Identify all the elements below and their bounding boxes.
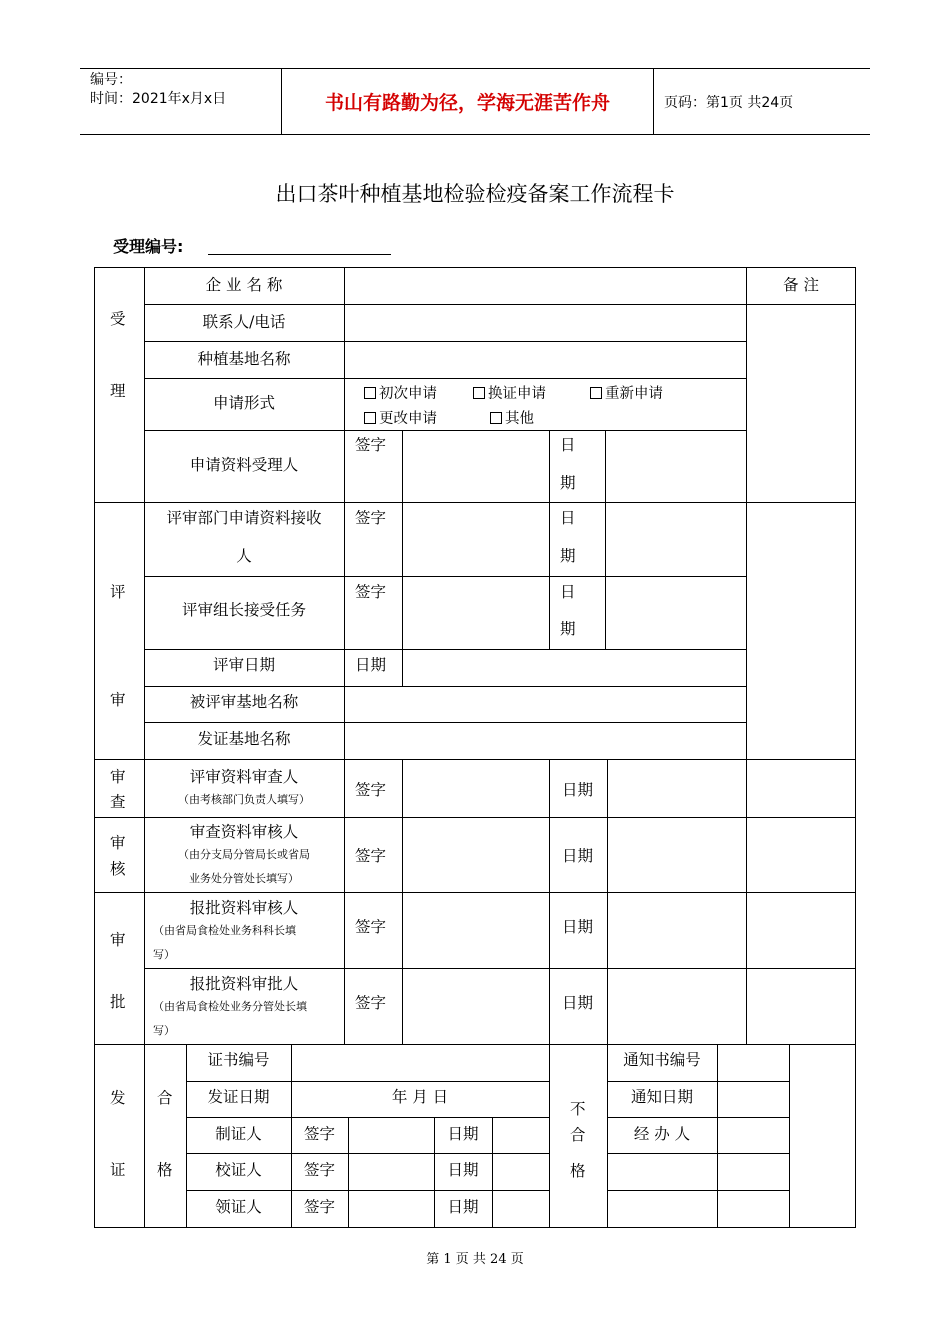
section-review-2: 审 xyxy=(110,691,126,709)
audit-sign-field[interactable] xyxy=(403,818,549,892)
unqualified-label-3: 格 xyxy=(570,1162,586,1180)
approve-person-label: 报批资料审批人 xyxy=(189,975,299,993)
checkbox-icon xyxy=(364,387,376,399)
checker-date-label: 日期 xyxy=(447,1161,479,1179)
option-change-apply[interactable]: 更改申请 xyxy=(364,410,437,428)
notice-date-field[interactable] xyxy=(718,1082,789,1117)
cert-base-label: 发证基地名称 xyxy=(197,730,291,748)
audit-note-1: （由分支局分管局长或省局 xyxy=(178,848,310,861)
review-leader-date-label-2: 期 xyxy=(560,620,576,638)
notice-no-field[interactable] xyxy=(718,1045,789,1081)
contact-label: 联系人/电话 xyxy=(202,313,286,331)
approve-review-sign-field[interactable] xyxy=(403,893,549,968)
maker-date-field[interactable] xyxy=(493,1118,549,1153)
option-reapply[interactable]: 重新申请 xyxy=(590,385,663,403)
approve-sign-field[interactable] xyxy=(403,969,549,1044)
reviewed-base-field[interactable] xyxy=(345,687,746,722)
approve-review-label: 报批资料审核人 xyxy=(189,899,299,917)
check-person-label: 评审资料审查人 xyxy=(189,768,299,786)
review-dept-label-1: 评审部门申请资料接收 xyxy=(166,509,322,527)
acceptance-number-field[interactable] xyxy=(208,254,391,255)
handler-label: 经 办 人 xyxy=(633,1125,691,1143)
cert-no-field[interactable] xyxy=(292,1045,549,1081)
check-person-note: （由考核部门负责人填写） xyxy=(178,793,310,806)
maker-sign-label: 签字 xyxy=(303,1125,335,1143)
review-date-label: 评审日期 xyxy=(212,656,275,674)
checker-sign-label: 签字 xyxy=(303,1161,335,1179)
section-check-2: 查 xyxy=(110,793,126,811)
review-date-field[interactable] xyxy=(403,650,746,686)
approve-note-1: （由省局食检处业务分管处长填 xyxy=(153,1000,307,1013)
approve-review-date-label: 日期 xyxy=(562,918,594,936)
page-header xyxy=(80,68,870,135)
unqualified-label-2: 合 xyxy=(570,1126,586,1144)
audit-date-field[interactable] xyxy=(608,818,746,892)
review-leader-sign-field[interactable] xyxy=(403,577,549,649)
receiver-date-field[interactable] xyxy=(606,431,746,502)
section-accept-2: 理 xyxy=(110,382,126,400)
apply-form-label: 申请形式 xyxy=(212,394,275,412)
section-approve-1: 审 xyxy=(110,931,126,949)
checkbox-icon xyxy=(490,412,502,424)
header-meta xyxy=(80,69,282,134)
review-dept-label-2: 人 xyxy=(236,547,252,565)
review-dept-date-field[interactable] xyxy=(606,503,746,576)
approve-sign-label: 签字 xyxy=(355,994,387,1012)
review-leader-date-label-1: 日 xyxy=(560,583,576,601)
approve-review-sign-label: 签字 xyxy=(355,918,387,936)
section-check-1: 审 xyxy=(110,768,126,786)
checkbox-icon xyxy=(364,412,376,424)
review-leader-sign-label: 签字 xyxy=(355,583,387,601)
option-other[interactable]: 其他 xyxy=(490,410,534,428)
reviewed-base-label: 被评审基地名称 xyxy=(189,693,299,711)
issue-date-label: 发证日期 xyxy=(207,1088,270,1106)
receiver-sign-field[interactable] xyxy=(403,431,549,502)
receiver-sign-label: 签字 xyxy=(355,436,387,454)
review-leader-label: 评审组长接受任务 xyxy=(181,601,306,619)
checkbox-icon xyxy=(590,387,602,399)
cert-receiver-sign-field[interactable] xyxy=(349,1191,434,1228)
check-sign-label: 签字 xyxy=(355,781,387,799)
issue-date-ymd[interactable]: 年 月 日 xyxy=(391,1088,449,1106)
audit-note-2: 业务处分管处长填写） xyxy=(189,872,299,885)
section-issue-2: 证 xyxy=(110,1161,126,1179)
time-label: 时间：2021年x月x日 xyxy=(90,91,227,107)
document-title: 出口茶叶种植基地检验检疫备案工作流程卡 xyxy=(275,182,675,206)
review-date-sub-label: 日期 xyxy=(355,656,387,674)
base-name-label: 种植基地名称 xyxy=(197,350,291,368)
cert-receiver-date-label: 日期 xyxy=(447,1198,479,1216)
contact-field[interactable] xyxy=(345,305,746,341)
approve-review-note-1: （由省局食检处业务科科长填 xyxy=(153,924,296,937)
unqualified-label-1: 不 xyxy=(570,1100,586,1118)
option-first-apply[interactable]: 初次申请 xyxy=(364,385,437,403)
cert-base-field[interactable] xyxy=(345,723,746,759)
section-audit-1: 审 xyxy=(110,834,126,852)
audit-person-label: 审查资料审核人 xyxy=(189,823,299,841)
receiver-label: 申请资料受理人 xyxy=(189,456,299,474)
remark-header: 备 注 xyxy=(783,276,819,294)
base-name-field[interactable] xyxy=(345,342,746,378)
cert-receiver-date-field[interactable] xyxy=(493,1191,549,1228)
approve-note-2: 写） xyxy=(153,1024,175,1037)
header-motto: 书山有路勤为径，学海无涯苦作舟 xyxy=(282,69,654,134)
cert-no-label: 证书编号 xyxy=(207,1051,270,1069)
section-approve-2: 批 xyxy=(110,993,126,1011)
cert-receiver-label: 领证人 xyxy=(215,1198,262,1216)
notice-no-label: 通知书编号 xyxy=(623,1051,701,1069)
audit-date-label: 日期 xyxy=(562,847,594,865)
review-dept-date-label-1: 日 xyxy=(560,509,576,527)
checker-sign-field[interactable] xyxy=(349,1154,434,1190)
review-dept-sign-field[interactable] xyxy=(403,503,549,576)
checker-date-field[interactable] xyxy=(493,1154,549,1190)
check-date-field[interactable] xyxy=(608,760,746,817)
page-footer: 第 1 页 共 24 页 xyxy=(426,1252,524,1267)
audit-sign-label: 签字 xyxy=(355,847,387,865)
acceptance-number-label: 受理编号: xyxy=(113,237,184,256)
maker-label: 制证人 xyxy=(215,1125,262,1143)
checker-label: 校证人 xyxy=(215,1161,262,1179)
company-name-field[interactable] xyxy=(345,268,746,304)
receiver-date-label-1: 日 xyxy=(560,436,576,454)
header-page-info: 页码：第1页 共24页 xyxy=(664,94,794,111)
section-accept-1: 受 xyxy=(110,310,126,328)
maker-date-label: 日期 xyxy=(447,1125,479,1143)
review-dept-sign-label: 签字 xyxy=(355,509,387,527)
check-date-label: 日期 xyxy=(562,781,594,799)
maker-sign-field[interactable] xyxy=(349,1118,434,1153)
approve-date-field[interactable] xyxy=(608,969,746,1044)
code-label: 编号： xyxy=(90,72,132,88)
checkbox-icon xyxy=(473,387,485,399)
section-issue-1: 发 xyxy=(110,1089,126,1107)
section-review-1: 评 xyxy=(110,583,126,601)
qualified-label-2: 格 xyxy=(157,1161,173,1179)
approve-review-date-field[interactable] xyxy=(608,893,746,968)
review-dept-date-label-2: 期 xyxy=(560,547,576,565)
section-audit-2: 核 xyxy=(110,860,126,878)
check-sign-field[interactable] xyxy=(403,760,549,817)
receiver-date-label-2: 期 xyxy=(560,474,576,492)
cert-receiver-sign-label: 签字 xyxy=(303,1198,335,1216)
approve-date-label: 日期 xyxy=(562,994,594,1012)
option-renew-apply[interactable]: 换证申请 xyxy=(473,385,546,403)
notice-date-label: 通知日期 xyxy=(630,1088,693,1106)
approve-review-note-2: 写） xyxy=(153,948,175,961)
qualified-label-1: 合 xyxy=(157,1089,173,1107)
handler-field[interactable] xyxy=(718,1118,789,1153)
review-leader-date-field[interactable] xyxy=(606,577,746,649)
company-name-label: 企 业 名 称 xyxy=(205,276,283,294)
